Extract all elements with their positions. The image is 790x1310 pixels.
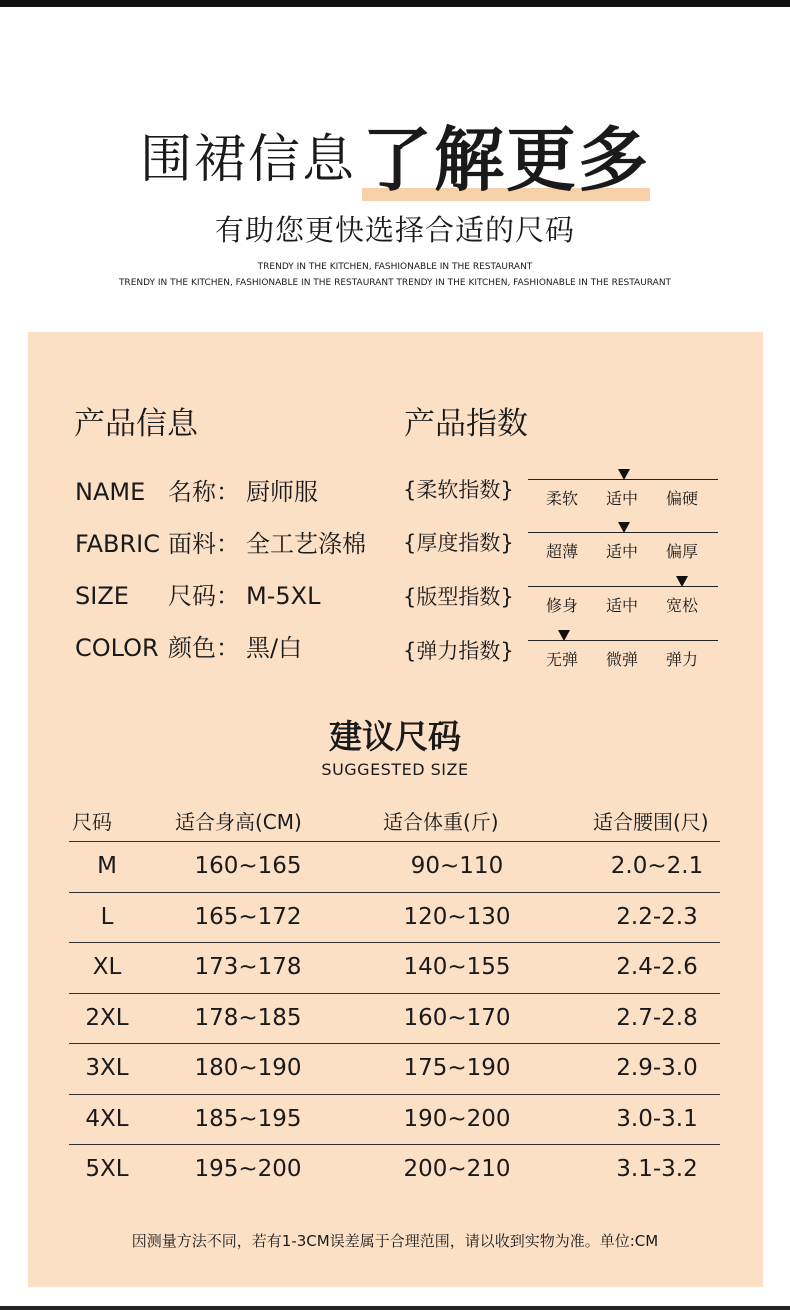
table-cell: 175~190 <box>403 1055 511 1081</box>
index-option: 适中 <box>606 596 639 615</box>
table-header-height: 适合身高(CM) <box>175 810 302 834</box>
title-bold-wrap <box>362 104 650 205</box>
info-row-size <box>75 576 320 611</box>
table-row-divider <box>69 942 720 943</box>
table-cell: 195~200 <box>194 1156 302 1182</box>
index-name-elasticity: {弹力指数} <box>403 639 514 663</box>
table-cell: 2XL <box>85 1005 129 1031</box>
table-cell: 160~165 <box>194 853 302 879</box>
suggested-size-title: 建议尺码 <box>329 717 461 756</box>
table-cell: 2.2-2.3 <box>616 904 698 930</box>
table-cell: L <box>100 904 114 930</box>
product-index-title: 产品指数 <box>404 406 528 442</box>
index-option: 微弹 <box>606 650 639 669</box>
table-cell: 165~172 <box>194 904 302 930</box>
top-bar <box>0 0 790 7</box>
table-header-weight: 适合体重(斤) <box>383 810 499 834</box>
table-cell: 173~178 <box>194 954 302 980</box>
table-cell: 3.0-3.1 <box>616 1106 698 1132</box>
info-value: M-5XL <box>246 582 321 610</box>
index-option: 适中 <box>606 489 639 508</box>
title-light: 围裙信息 <box>139 130 356 190</box>
table-cell: 4XL <box>85 1106 129 1132</box>
index-option: 宽松 <box>666 596 699 615</box>
index-option: 适中 <box>606 542 639 561</box>
table-cell: 2.9-3.0 <box>616 1055 698 1081</box>
index-option: 柔软 <box>546 489 579 508</box>
info-label: 尺码： <box>168 582 240 610</box>
subtitle: 有助您更快选择合适的尺码 <box>214 213 575 247</box>
index-marker-fit <box>676 576 688 587</box>
table-cell: 90~110 <box>410 853 504 879</box>
table-cell: 120~130 <box>403 904 511 930</box>
index-option: 弹力 <box>666 650 699 669</box>
info-label: 颜色： <box>168 634 240 662</box>
table-cell: 200~210 <box>403 1156 511 1182</box>
table-cell: 3.1-3.2 <box>616 1156 698 1182</box>
footnote: 因测量方法不同，若有1-3CM误差属于合理范围，请以收到实物为准。单位:CM <box>131 1232 659 1250</box>
index-option: 超薄 <box>546 542 579 561</box>
table-cell: 2.0~2.1 <box>610 853 704 879</box>
info-row-name <box>75 472 318 507</box>
info-key: FABRIC <box>75 530 160 558</box>
tagline-2: TRENDY IN THE KITCHEN, FASHIONABLE IN THE RESTAURANT TRENDY IN THE KITCHEN, FASHIONABLE IN THE RESTAURANT <box>118 278 672 288</box>
table-cell: XL <box>92 954 122 980</box>
index-name-softness: {柔软指数} <box>403 478 514 502</box>
page-title <box>0 104 790 205</box>
index-marker-elasticity <box>558 630 570 641</box>
table-row-divider <box>69 993 720 994</box>
table-cell: M <box>97 853 117 879</box>
table-header-size: 尺码 <box>72 810 112 834</box>
index-option: 偏硬 <box>666 489 699 508</box>
table-row-divider <box>69 1043 720 1044</box>
table-cell: 180~190 <box>194 1055 302 1081</box>
table-row-divider <box>69 1094 720 1095</box>
index-scale-line <box>528 586 718 587</box>
table-cell: 3XL <box>85 1055 129 1081</box>
suggested-size-subtitle: SUGGESTED SIZE <box>321 760 469 779</box>
table-row-divider <box>69 841 720 842</box>
info-row-fabric <box>75 524 366 559</box>
info-row-color <box>75 628 302 663</box>
index-option: 修身 <box>546 596 579 615</box>
info-key: NAME <box>75 478 146 506</box>
index-scale-line <box>528 640 718 641</box>
product-info-title: 产品信息 <box>74 406 198 442</box>
index-option: 偏厚 <box>666 542 699 561</box>
table-cell: 2.7-2.8 <box>616 1005 698 1031</box>
info-label: 面料： <box>168 530 240 558</box>
info-value: 全工艺涤棉 <box>246 530 366 558</box>
table-row-divider <box>69 1144 720 1145</box>
tagline-1: TRENDY IN THE KITCHEN, FASHIONABLE IN THE RESTAURANT <box>257 262 533 272</box>
info-label: 名称： <box>168 478 240 506</box>
table-header-waist: 适合腰围(尺) <box>593 810 709 834</box>
index-option: 无弹 <box>546 650 579 669</box>
table-cell: 178~185 <box>194 1005 302 1031</box>
info-value: 黑/白 <box>246 634 303 662</box>
index-name-fit: {版型指数} <box>403 585 514 609</box>
table-cell: 140~155 <box>403 954 511 980</box>
table-cell: 5XL <box>85 1156 129 1182</box>
index-marker-thickness <box>618 522 630 533</box>
index-marker-softness <box>618 469 630 480</box>
info-key: SIZE <box>75 582 129 610</box>
title-bold: 了解更多 <box>362 119 650 201</box>
info-value: 厨师服 <box>246 478 318 506</box>
table-cell: 190~200 <box>403 1106 511 1132</box>
bottom-bar <box>0 1306 790 1310</box>
table-cell: 185~195 <box>194 1106 302 1132</box>
table-cell: 160~170 <box>403 1005 511 1031</box>
table-row-divider <box>69 892 720 893</box>
info-key: COLOR <box>75 634 159 662</box>
index-name-thickness: {厚度指数} <box>403 531 514 555</box>
table-cell: 2.4-2.6 <box>616 954 698 980</box>
